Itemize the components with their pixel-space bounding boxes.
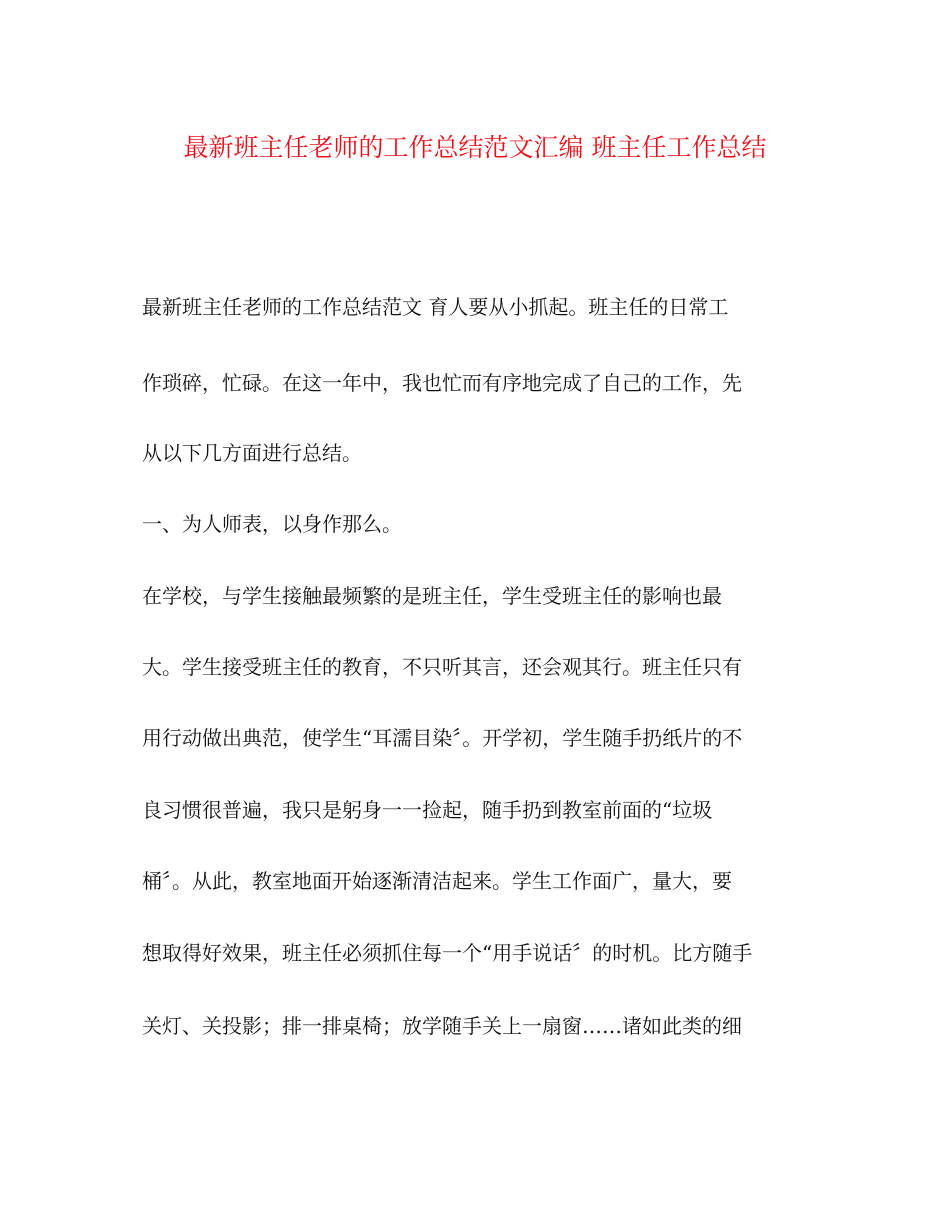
paragraph-line: 用行动做出典范，使学生“耳濡目染〞。开学初，学生随手扔纸片的不	[142, 726, 743, 750]
paragraph-line: 想取得好效果，班主任必须抓住每一个“用手说话〞的时机。比方随手	[142, 941, 753, 965]
section-heading: 一、为人师表，以身作那么。	[142, 512, 402, 536]
paragraph-line: 关灯、关投影；排一排桌椅；放学随手关上一扇窗……诸如此类的细	[142, 1014, 742, 1038]
paragraph-line: 从以下几方面进行总结。	[142, 441, 362, 465]
paragraph-line: 最新班主任老师的工作总结范文 育人要从小抓起。班主任的日常工	[142, 295, 729, 319]
document-title: 最新班主任老师的工作总结范文汇编 班主任工作总结	[183, 133, 767, 162]
paragraph-line: 大。学生接受班主任的教育，不只听其言，还会观其行。班主任只有	[142, 655, 742, 679]
paragraph-line: 良习惯很普遍，我只是躬身一一捡起，随手扔到教室前面的“垃圾	[142, 798, 713, 822]
paragraph-line: 桶〞。从此，教室地面开始逐渐清洁起来。学生工作面广，量大，要	[142, 869, 732, 893]
paragraph-line: 作琐碎，忙碌。在这一年中，我也忙而有序地完成了自己的工作，先	[142, 371, 742, 395]
paragraph-line: 在学校，与学生接触最频繁的是班主任，学生受班主任的影响也最	[142, 584, 722, 608]
